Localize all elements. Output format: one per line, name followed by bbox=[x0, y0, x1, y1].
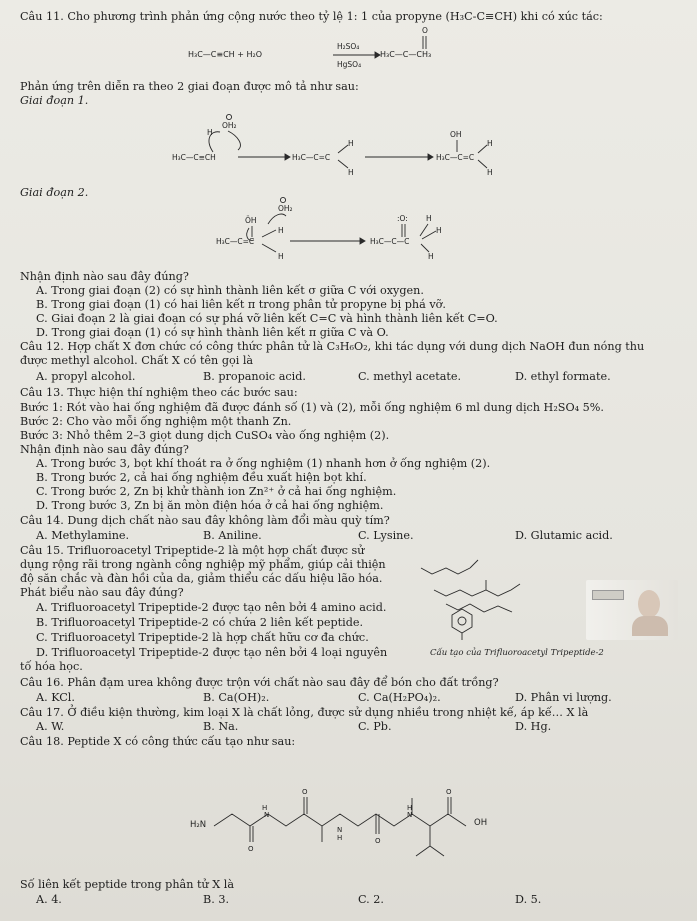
s2-ketone-bond-h2 bbox=[422, 231, 436, 239]
q15-cosmetic-photo bbox=[586, 580, 678, 640]
s2-ketone-h3: H bbox=[428, 252, 434, 261]
q15-chain-mid bbox=[434, 584, 520, 596]
q13-question: Nhận định nào sau đây đúng? bbox=[20, 443, 189, 456]
q15-line-4: Phát biểu nào sau đây đúng? bbox=[20, 586, 184, 599]
q15-structure-caption: Cấu tạo của Trifluoroacetyl Tripeptide-2 bbox=[430, 648, 604, 658]
q15-option-a: A. Trifluoroacetyl Tripeptide-2 được tạo nên bởi 4 amino acid. bbox=[36, 601, 387, 614]
q11-option-a: A. Trong giai đoạn (2) có sự hình thành liên kết σ giữa C với oxygen. bbox=[36, 284, 424, 297]
q15-photo-product-box bbox=[592, 590, 624, 600]
q15-option-d: D. Trifluoroacetyl Tripeptide-2 được tạo nên bởi 4 loại nguyên bbox=[36, 646, 388, 659]
q18-acid-oh: OH bbox=[474, 818, 488, 828]
q14-option-c: C. Lysine. bbox=[358, 529, 414, 542]
s2-left-h-top: H bbox=[278, 226, 284, 235]
q13-option-b: B. Trong bước 2, cả hai ống nghiệm đều xuất hiện bọt khí. bbox=[36, 471, 367, 484]
s1-propyne: H₃C—C≡CH bbox=[172, 153, 216, 162]
s2-left: H₃C—C=C bbox=[216, 237, 255, 246]
q15-phenol-ring-inner bbox=[458, 617, 466, 625]
q13-option-c: C. Trong bước 2, Zn bị khử thành ion Zn²⁺ ở cả hai ống nghiệm. bbox=[36, 485, 397, 498]
s1-h: H bbox=[207, 128, 213, 137]
q18-nh-1: H bbox=[262, 804, 268, 812]
s2-left-bond-up bbox=[262, 230, 276, 237]
q13-option-d: D. Trong bước 3, Zn bị ăn mòn điện hóa ở cả hai ống nghiệm. bbox=[36, 499, 384, 512]
s1-plus-charge bbox=[226, 114, 231, 119]
q16-option-c: C. Ca(H₂PO₄)₂. bbox=[358, 691, 441, 704]
q18-side-chain-3 bbox=[416, 826, 430, 856]
q14-option-a: A. Methylamine. bbox=[36, 529, 130, 542]
q15-chain-top bbox=[421, 568, 470, 574]
q18-nh-3: H bbox=[407, 804, 413, 812]
s2-ketone-h1: H bbox=[426, 214, 432, 223]
s2-ketone-bond-h3 bbox=[421, 244, 429, 252]
s1-cation-bond-up bbox=[338, 145, 348, 153]
q13-step-1: Bước 1: Rót vào hai ống nghiệm đã được đánh số (1) và (2), mỗi ống nghiệm 6 ml dung dịch H₂SO₄ 5%. bbox=[20, 401, 604, 414]
q18-question: Số liên kết peptide trong phân tử X là bbox=[20, 878, 234, 891]
q13-step-2: Bước 2: Cho vào mỗi ống nghiệm một thanh Zn. bbox=[20, 415, 292, 428]
s1-arrow-1-head bbox=[285, 154, 290, 160]
q15-option-c: C. Trifluoroacetyl Tripeptide-2 là hợp chất hữu cơ đa chức. bbox=[36, 631, 369, 644]
q13-stem: Câu 13. Thực hiện thí nghiệm theo các bước sau: bbox=[20, 386, 298, 399]
s2-ketone-o: :O: bbox=[397, 214, 408, 223]
s2-ketone-h2: H bbox=[436, 226, 442, 235]
q11-option-c: C. Giai đoạn 2 là giai đoạn có sự phá vỡ liên kết C=C và hình thành liên kết C=O. bbox=[36, 312, 498, 325]
q12-option-d: D. ethyl formate. bbox=[515, 370, 611, 383]
s1-arrow-2-head bbox=[428, 154, 433, 160]
s1-water: OH₂ bbox=[222, 121, 237, 130]
s2-curly-arrow-a bbox=[247, 228, 254, 240]
q11-option-d: D. Trong giai đoạn (1) có sự hình thành liên kết π giữa C và O. bbox=[36, 326, 389, 339]
s1-cation: H₃C—C=C bbox=[292, 153, 331, 162]
q15-tripeptide-structure bbox=[421, 560, 520, 640]
q18-n-1: N bbox=[264, 811, 270, 819]
q17-option-c: C. Pb. bbox=[358, 720, 392, 733]
q18-option-d: D. 5. bbox=[515, 893, 542, 906]
q11-intro: Phản ứng trên diễn ra theo 2 giai đoạn được mô tả như sau: bbox=[20, 80, 359, 93]
q11-cat-bottom: HgSO₄ bbox=[337, 60, 362, 69]
q18-option-a: A. 4. bbox=[36, 893, 62, 906]
q16-option-a: A. KCl. bbox=[36, 691, 75, 704]
s1-cation-h-top: H bbox=[348, 139, 354, 148]
q18-o-4: O bbox=[446, 788, 452, 796]
s1-enol-bond-up bbox=[478, 145, 487, 153]
q11-stem: Câu 11. Cho phương trình phản ứng cộng nước theo tỷ lệ 1: 1 của propyne (H₃C-C≡CH) khi có xúc tác: bbox=[20, 10, 603, 23]
s1-enol-bond-down bbox=[478, 160, 487, 168]
q18-n-3: N bbox=[407, 811, 413, 819]
q15-line-2: dụng rộng rãi trong ngành công nghiệp mỹ phẩm, giúp cải thiện bbox=[20, 558, 386, 571]
q18-side-chain-3b bbox=[430, 846, 444, 856]
q18-option-c: C. 2. bbox=[358, 893, 384, 906]
s1-enol: H₃C—C=C bbox=[436, 153, 475, 162]
q15-phenol-ring bbox=[452, 609, 472, 633]
s1-curly-arrow-a bbox=[209, 132, 220, 152]
q18-o-1: O bbox=[248, 845, 254, 853]
q18-option-b: B. 3. bbox=[203, 893, 230, 906]
q17-option-d: D. Hg. bbox=[515, 720, 552, 733]
s2-ketone-bond-h1 bbox=[420, 224, 428, 236]
q13-option-a: A. Trong bước 3, bọt khí thoát ra ở ống nghiệm (1) nhanh hơn ở ống nghiệm (2). bbox=[36, 457, 491, 470]
q11-arrow-head bbox=[375, 52, 380, 58]
q16-stem: Câu 16. Phân đạm urea không được trộn với chất nào sau đây để bón cho đất trồng? bbox=[20, 676, 499, 689]
s1-enol-h-bottom: H bbox=[487, 168, 493, 177]
q17-option-a: A. W. bbox=[36, 720, 65, 733]
q16-option-b: B. Ca(OH)₂. bbox=[203, 691, 270, 704]
s1-cation-bond-down bbox=[338, 160, 348, 168]
s2-oh: ÖH bbox=[245, 216, 257, 225]
q18-backbone bbox=[214, 814, 466, 826]
s2-curly-arrow-b bbox=[268, 214, 286, 224]
q18-h-2: H bbox=[337, 834, 343, 842]
s2-water: OH₂ bbox=[278, 204, 293, 213]
q16-option-d: D. Phân vi lượng. bbox=[515, 691, 612, 704]
q18-o-3: O bbox=[375, 837, 381, 845]
s1-enol-oh: OH bbox=[450, 130, 462, 139]
q13-step-3: Bước 3: Nhỏ thêm 2–3 giọt dung dịch CuSO₄ vào ống nghiệm (2). bbox=[20, 429, 390, 442]
q15-line-3: độ săn chắc và đàn hồi của da, giảm thiểu các dấu hiệu lão hóa. bbox=[20, 572, 383, 585]
q11-stage1-label: Giai đoạn 1. bbox=[20, 94, 89, 107]
q11-stage2-label: Giai đoạn 2. bbox=[20, 186, 89, 199]
q15-side-branch-1 bbox=[470, 560, 478, 568]
s2-ketone: H₃C—C—C bbox=[370, 237, 410, 246]
q15-option-d-cont: tố hóa học. bbox=[20, 660, 83, 673]
q14-option-d: D. Glutamic acid. bbox=[515, 529, 613, 542]
q11-option-b: B. Trong giai đoạn (1) có hai liên kết π trong phân tử propyne bị phá vỡ. bbox=[36, 298, 446, 311]
q12-option-c: C. methyl acetate. bbox=[358, 370, 462, 383]
s1-enol-h-top: H bbox=[487, 139, 493, 148]
q12-stem-line1: Câu 12. Hợp chất X đơn chức có công thức phân tử là C₃H₆O₂, khi tác dụng với dung dịch NaOH đun nóng thu bbox=[20, 340, 645, 353]
s1-cation-h-bottom: H bbox=[348, 168, 354, 177]
q11-eq-right: H₃C—C—CH₃ bbox=[380, 50, 432, 59]
q12-option-b: B. propanoic acid. bbox=[203, 370, 306, 383]
q18-amine: H₂N bbox=[190, 820, 207, 830]
q11-question: Nhận định nào sau đây đúng? bbox=[20, 270, 189, 283]
q17-stem: Câu 17. Ở điều kiện thường, kim loại X là chất lỏng, được sử dụng nhiều trong nhiệt kế, áp kế… X là bbox=[20, 706, 589, 719]
s2-arrow-head bbox=[360, 238, 365, 244]
q12-stem-line2: được methyl alcohol. Chất X có tên gọi là bbox=[20, 354, 254, 367]
s1-curly-arrow-b bbox=[228, 131, 240, 150]
s2-plus-charge bbox=[280, 197, 285, 202]
q15-option-b: B. Trifluoroacetyl Tripeptide-2 có chứa 2 liên kết peptide. bbox=[36, 616, 364, 629]
q18-nh-2: N bbox=[337, 826, 343, 834]
s2-left-bond-down bbox=[262, 244, 276, 252]
q15-chain-low bbox=[446, 604, 512, 612]
s2-left-h-bottom: H bbox=[278, 252, 284, 261]
q12-option-a: A. propyl alcohol. bbox=[36, 370, 136, 383]
q14-stem: Câu 14. Dung dịch chất nào sau đây không làm đổi màu quỳ tím? bbox=[20, 514, 390, 527]
q14-option-b: B. Aniline. bbox=[203, 529, 262, 542]
q15-photo-face bbox=[638, 590, 660, 618]
q17-option-b: B. Na. bbox=[203, 720, 239, 733]
q11-eq-oxygen: O bbox=[422, 26, 428, 35]
q18-o-2: O bbox=[302, 788, 308, 796]
q11-cat-top: H₂SO₄ bbox=[337, 42, 360, 51]
q18-stem: Câu 18. Peptide X có công thức cấu tạo như sau: bbox=[20, 735, 296, 748]
q15-photo-shoulder bbox=[632, 616, 668, 636]
q11-eq-left: H₃C—C≡CH + H₂O bbox=[188, 50, 263, 59]
q15-line-1: Câu 15. Trifluoroacetyl Tripeptide-2 là một hợp chất được sử bbox=[20, 544, 365, 557]
